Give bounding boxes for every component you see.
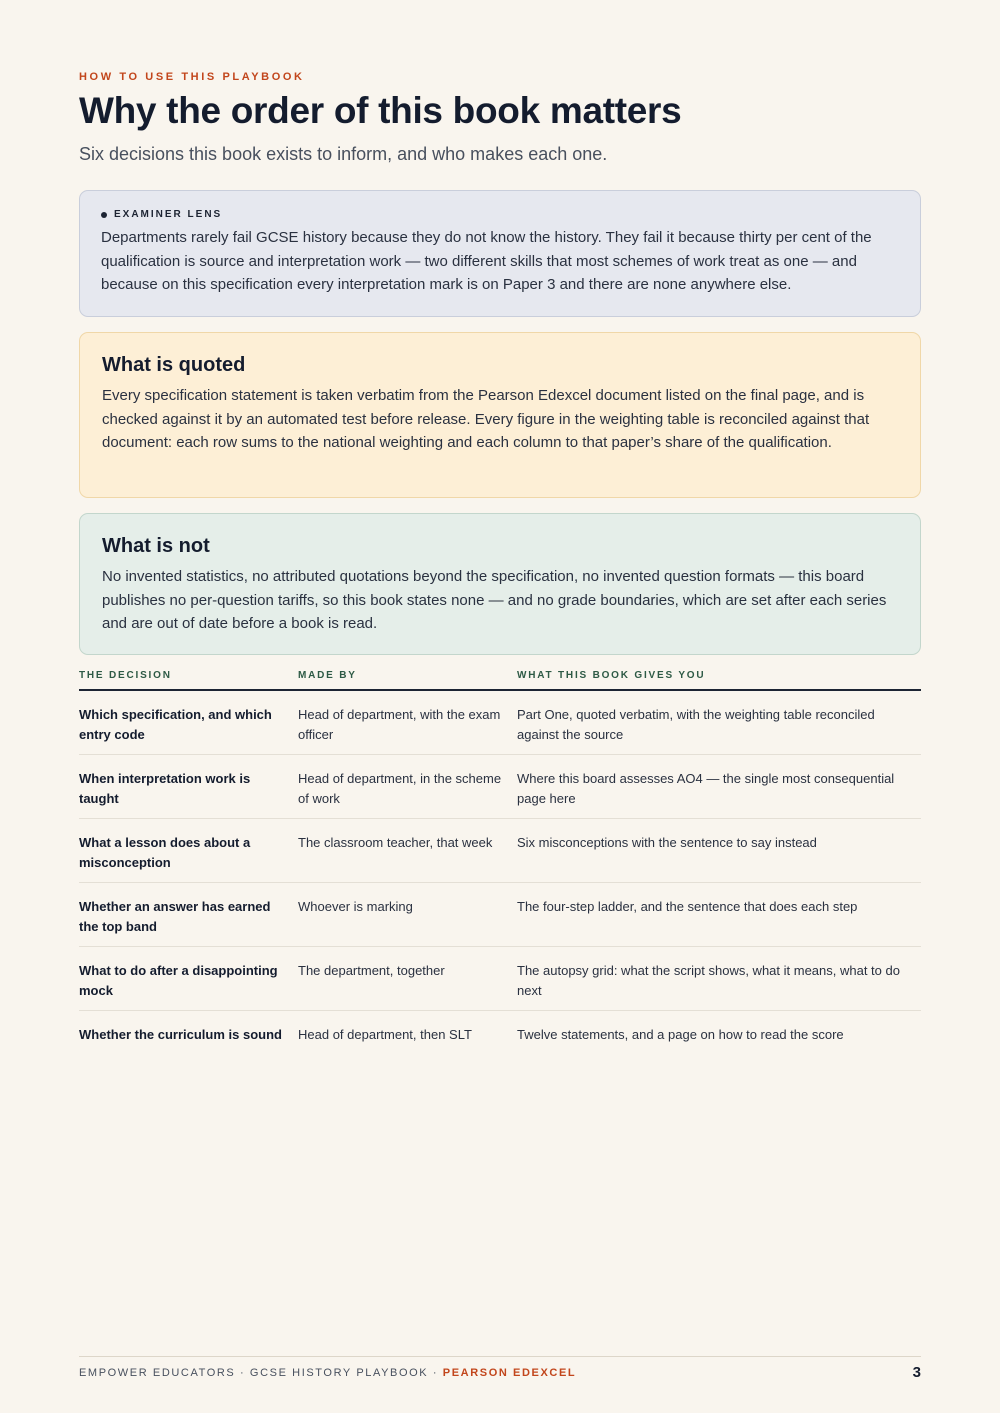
table-header	[79, 668, 921, 691]
what-is-not-text: No invented statistics, no attributed quotations beyond the specification, no invented question formats — this board publishes no per-question tariffs, so this book states none — and no grade boundaries, which are set after each series and are out of date before a book is read.	[102, 568, 887, 632]
bullet-dot-icon	[101, 212, 107, 218]
examiner-lens-text: Departments rarely fail GCSE history because they do not know the history. They fail it because thirty per cent of the qualification is source and interpretation work — two different skills that most schemes of work treat as one — and because on this specification every interpretation mark is on Paper 3 and there are none anywhere else.	[101, 229, 872, 293]
examiner-lens-callout	[79, 190, 921, 317]
made-by-cell: Whoever is marking	[298, 899, 413, 914]
decision-cell: Whether the curriculum is sound	[79, 1027, 282, 1042]
footer-divider	[79, 1356, 921, 1357]
column-header-gives: WHAT THIS BOOK GIVES YOU	[517, 670, 706, 681]
made-by-cell: Head of department, in the scheme of work	[298, 771, 502, 806]
made-by-cell: Head of department, with the exam officer	[298, 707, 501, 742]
footer-publisher-text: EMPOWER EDUCATORS · GCSE HISTORY PLAYBOOK ·	[79, 1367, 443, 1379]
decision-cell: Whether an answer has earned the top band	[79, 899, 271, 934]
column-header-made-by: MADE BY	[298, 670, 357, 681]
section-eyebrow: HOW TO USE THIS PLAYBOOK	[79, 71, 305, 83]
table-row	[79, 1011, 921, 1075]
page-title: Why the order of this book matters	[79, 90, 682, 131]
table-row	[79, 947, 921, 1011]
decision-cell: When interpretation work is taught	[79, 771, 251, 806]
gives-cell: Twelve statements, and a page on how to read the score	[517, 1027, 844, 1042]
decision-table	[79, 668, 921, 1075]
gives-cell: The autopsy grid: what the script shows, what it means, what to do next	[517, 963, 900, 998]
decision-cell: What to do after a disappointing mock	[79, 963, 278, 998]
examiner-lens-label	[101, 209, 899, 220]
what-is-not-heading: What is not	[102, 535, 210, 557]
what-is-quoted-box	[79, 332, 921, 498]
footer-running-title	[79, 1367, 576, 1379]
what-is-not-box	[79, 513, 921, 655]
examiner-lens-label-text: EXAMINER LENS	[114, 209, 223, 220]
table-row	[79, 819, 921, 883]
table-row	[79, 691, 921, 755]
made-by-cell: Head of department, then SLT	[298, 1027, 472, 1042]
table-row	[79, 883, 921, 947]
what-is-quoted-heading: What is quoted	[102, 354, 246, 376]
page-number: 3	[912, 1364, 921, 1381]
decision-cell: What a lesson does about a misconception	[79, 835, 251, 870]
gives-cell: Six misconceptions with the sentence to say instead	[517, 835, 817, 850]
gives-cell: Where this board assesses AO4 — the single most consequential page here	[517, 771, 895, 806]
gives-cell: The four-step ladder, and the sentence that does each step	[517, 899, 858, 914]
made-by-cell: The department, together	[298, 963, 445, 978]
gives-cell: Part One, quoted verbatim, with the weighting table reconciled against the source	[517, 707, 875, 742]
table-row	[79, 755, 921, 819]
decision-cell: Which specification, and which entry code	[79, 707, 272, 742]
what-is-quoted-text: Every specification statement is taken verbatim from the Pearson Edexcel document listed on the final page, and is checked against it by an automated test before release. Every figure in the weighting table is reconciled against that document: each row sums to the national weighting and each column to that paper’s share of the qualification.	[102, 387, 870, 451]
made-by-cell: The classroom teacher, that week	[298, 835, 493, 850]
column-header-decision: THE DECISION	[79, 670, 172, 681]
footer-board-name: PEARSON EDEXCEL	[442, 1367, 577, 1379]
page-subtitle: Six decisions this book exists to inform, and who makes each one.	[79, 144, 608, 164]
